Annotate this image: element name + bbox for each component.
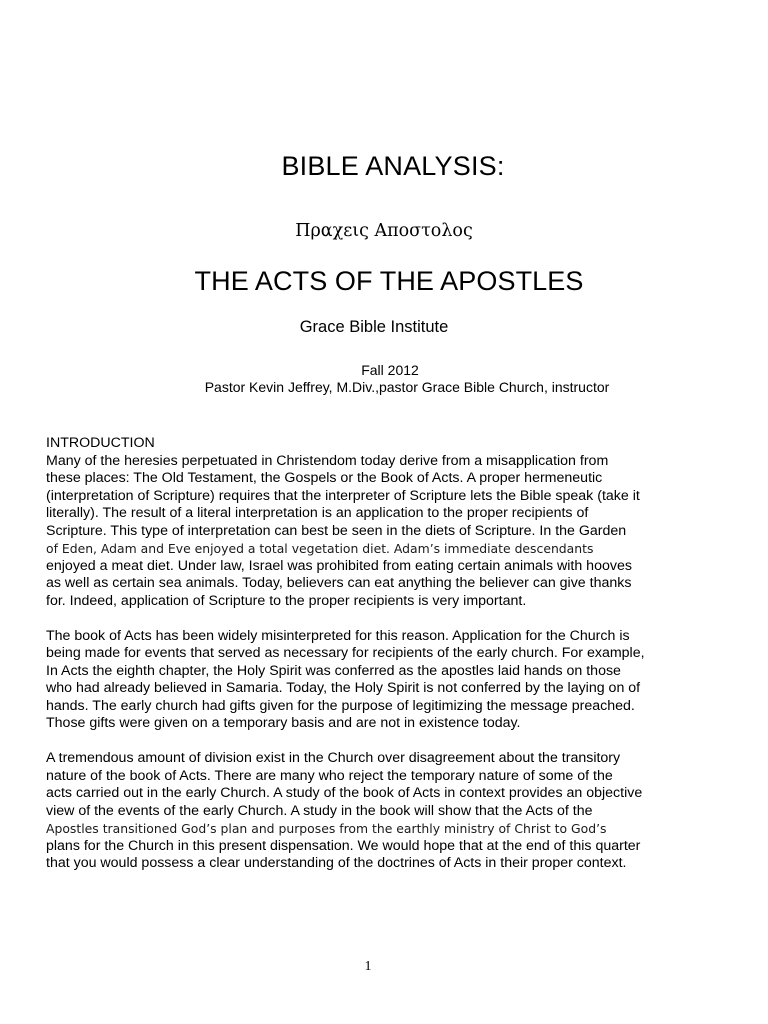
body-line: enjoyed a meat diet. Under law, Israel was prohibited from eating certain animals with hooves	[46, 557, 632, 574]
document-title: BIBLE ANALYSIS:	[281, 151, 505, 181]
paragraph-acts-misinterpreted	[46, 628, 670, 733]
body-line: nature of the book of Acts. There are many who reject the temporary nature of some of the	[46, 767, 613, 784]
greek-title: Πραχεις Αποστολος	[295, 221, 473, 241]
document-body	[46, 435, 670, 890]
term-label: Fall 2012	[361, 362, 419, 378]
body-line: Many of the heresies perpetuated in Christendom today derive from a misapplication from	[46, 452, 609, 469]
page-number: 1	[364, 959, 372, 974]
body-line: of Eden, Adam and Eve enjoyed a total vegetation diet. Adam’s immediate descendants	[46, 541, 594, 556]
body-line: (interpretation of Scripture) requires that the interpreter of Scripture lets the Bible speak (take it	[46, 487, 640, 504]
body-line: who had already believed in Samaria. Today, the Holy Spirit is not conferred by the laying on of	[46, 680, 641, 696]
institute-name: Grace Bible Institute	[299, 318, 449, 336]
paragraph-introduction	[46, 435, 670, 610]
section-heading: INTRODUCTION	[46, 435, 155, 451]
body-line: In Acts the eighth chapter, the Holy Spirit was conferred as the apostles laid hands on those	[46, 662, 621, 679]
body-line: The book of Acts has been widely misinterpreted for this reason. Application for the Church is	[46, 627, 630, 644]
body-line: Scripture. This type of interpretation can best be seen in the diets of Scripture. In the Garden	[46, 522, 627, 539]
body-line: A tremendous amount of division exist in the Church over disagreement about the transitory	[46, 750, 621, 766]
body-line: Those gifts were given on a temporary basis and are not in existence today.	[46, 715, 521, 731]
body-line: literally). The result of a literal interpretation is an application to the proper recipients of	[46, 505, 589, 521]
body-line: these places: The Old Testament, the Gospels or the Book of Acts. A proper hermeneutic	[46, 470, 603, 486]
body-line: as well as certain sea animals. Today, believers can eat anything the believer can give thanks	[46, 575, 632, 591]
body-line: hands. The early church had gifts given for the purpose of legitimizing the message preached.	[46, 697, 635, 714]
body-line: for. Indeed, application of Scripture to the proper recipients is very important.	[46, 592, 527, 609]
instructor-line: Pastor Kevin Jeffrey, M.Div.,pastor Grace Bible Church, instructor	[204, 379, 610, 395]
body-line: plans for the Church in this present dispensation. We would hope that at the end of this quarter	[46, 837, 641, 854]
body-line: acts carried out in the early Church. A study of the book of Acts in context provides an objective	[46, 785, 643, 801]
body-line: that you would possess a clear understanding of the doctrines of Acts in their proper context.	[46, 855, 627, 871]
body-line: Apostles transitioned God’s plan and purposes from the earthly ministry of Christ to God’s	[46, 821, 607, 836]
document-subtitle: THE ACTS OF THE APOSTLES	[194, 266, 584, 296]
body-line: being made for events that served as necessary for recipients of the early church. For example,	[46, 645, 645, 661]
body-line: view of the events of the early Church. A study in the book will show that the Acts of the	[46, 802, 593, 819]
paragraph-division	[46, 750, 670, 873]
